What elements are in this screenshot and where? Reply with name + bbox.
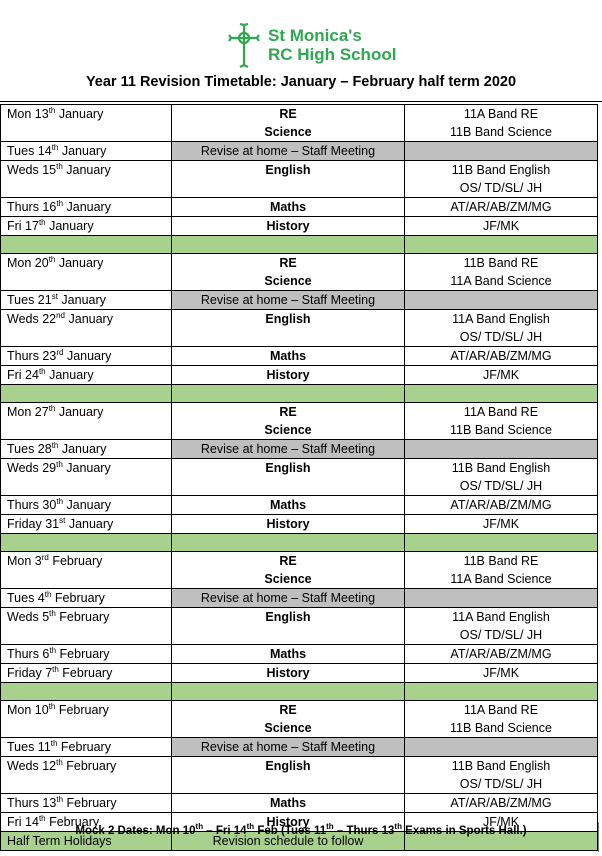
groups-cell xyxy=(405,757,598,794)
group-line: OS/ TD/SL/ JH xyxy=(459,777,543,791)
group-line: AT/AR/AB/ZM/MG xyxy=(450,349,552,363)
day-month: February xyxy=(55,610,110,624)
subject-line: Maths xyxy=(269,200,307,214)
group-line: 11A Band Science xyxy=(450,274,552,288)
day-text: Weds 29 xyxy=(7,461,57,475)
day-ordinal: th xyxy=(38,366,46,376)
separator-cell xyxy=(172,683,405,701)
day-text: Tues 14 xyxy=(7,144,52,158)
table-row xyxy=(1,198,598,217)
day-ordinal: rd xyxy=(56,347,64,357)
day-cell xyxy=(1,217,172,236)
day-text: Thurs 6 xyxy=(7,647,50,661)
subject-cell xyxy=(172,552,405,589)
day-ordinal: th xyxy=(44,589,52,599)
subject-line: RE xyxy=(279,405,297,419)
school-crest-cross-icon xyxy=(226,22,262,68)
subject-cell xyxy=(172,515,405,534)
subject-line: Science xyxy=(264,721,312,735)
day-text: Tues 4 xyxy=(7,591,45,605)
groups-cell xyxy=(405,366,598,385)
revise-at-home-cell: Revise at home – Staff Meeting xyxy=(172,142,405,161)
day-cell xyxy=(1,310,172,347)
groups-cell-empty xyxy=(405,291,598,310)
footnote-part: Mock 2 Dates: Mon 10 xyxy=(75,825,196,837)
groups-cell xyxy=(405,403,598,440)
group-line: AT/AR/AB/ZM/MG xyxy=(450,200,552,214)
day-cell xyxy=(1,589,172,608)
table-row xyxy=(1,310,598,347)
groups-cell xyxy=(405,217,598,236)
groups-cell-empty xyxy=(405,142,598,161)
group-line: 11B Band English xyxy=(451,163,551,177)
subject-line: History xyxy=(266,368,310,382)
day-cell xyxy=(1,403,172,440)
table-row xyxy=(1,161,598,198)
subject-cell xyxy=(172,310,405,347)
subject-line: English xyxy=(265,461,311,475)
day-ordinal: th xyxy=(38,813,46,823)
subject-cell xyxy=(172,105,405,142)
day-cell xyxy=(1,608,172,645)
day-text: Weds 22 xyxy=(7,312,57,326)
group-line: 11B Band Science xyxy=(450,721,552,735)
day-ordinal: th xyxy=(56,496,64,506)
day-cell xyxy=(1,738,172,757)
revise-at-home-cell: Revise at home – Staff Meeting xyxy=(172,291,405,310)
day-month: January xyxy=(45,368,94,382)
footnote-sup: th xyxy=(246,822,255,832)
day-cell xyxy=(1,794,172,813)
footnote-sup: th xyxy=(394,822,402,832)
group-line: 11A Band RE xyxy=(463,703,539,717)
separator-cell xyxy=(172,534,405,552)
day-month: January xyxy=(58,442,107,456)
group-line: OS/ TD/SL/ JH xyxy=(459,330,543,344)
day-month: January xyxy=(62,461,111,475)
day-month: February xyxy=(45,815,100,829)
school-name-line1: St Monica's xyxy=(268,26,362,45)
subject-cell xyxy=(172,645,405,664)
day-ordinal: th xyxy=(48,254,56,264)
groups-cell xyxy=(405,459,598,496)
subject-cell xyxy=(172,403,405,440)
subject-line: English xyxy=(265,312,311,326)
groups-cell xyxy=(405,608,598,645)
day-month: January xyxy=(65,312,113,326)
day-month: February xyxy=(58,666,113,680)
subject-cell xyxy=(172,459,405,496)
table-row xyxy=(1,701,598,738)
subject-line: RE xyxy=(279,256,297,270)
table-row xyxy=(1,496,598,515)
subject-line: History xyxy=(266,815,310,829)
table-row xyxy=(1,552,598,589)
day-ordinal: st xyxy=(59,515,66,525)
subject-cell xyxy=(172,496,405,515)
day-text: Tues 28 xyxy=(7,442,52,456)
subject-cell xyxy=(172,347,405,366)
groups-cell xyxy=(405,198,598,217)
day-month: January xyxy=(55,405,104,419)
subject-cell xyxy=(172,608,405,645)
day-cell xyxy=(1,291,172,310)
day-ordinal: nd xyxy=(56,310,66,320)
table-row xyxy=(1,440,598,459)
footnote-part: – Fri 14 xyxy=(203,825,247,837)
groups-cell xyxy=(405,254,598,291)
subject-line: Maths xyxy=(269,796,307,810)
groups-cell-empty xyxy=(405,589,598,608)
day-cell xyxy=(1,161,172,198)
subject-line: English xyxy=(265,163,311,177)
subject-line: History xyxy=(266,517,310,531)
footnote-part: Exams in Sports Hall.) xyxy=(401,825,527,837)
day-text: Weds 15 xyxy=(7,163,57,177)
day-text: Mon 3 xyxy=(7,554,42,568)
day-cell xyxy=(1,198,172,217)
separator-cell xyxy=(405,236,598,254)
day-cell xyxy=(1,515,172,534)
day-ordinal: th xyxy=(56,459,63,469)
table-row xyxy=(1,142,598,161)
subject-line: History xyxy=(266,219,310,233)
day-cell xyxy=(1,757,172,794)
table-row xyxy=(1,589,598,608)
day-cell xyxy=(1,496,172,515)
footnote-part: Feb (Tues 11 xyxy=(254,825,327,837)
header-rule xyxy=(0,101,602,102)
subject-cell xyxy=(172,198,405,217)
subject-line: Maths xyxy=(269,647,307,661)
day-month: February xyxy=(48,554,103,568)
day-ordinal: st xyxy=(51,291,58,301)
half-term-label: Half Term Holidays xyxy=(1,832,172,851)
group-line: AT/AR/AB/ZM/MG xyxy=(450,647,552,661)
day-month: January xyxy=(58,144,107,158)
group-line: JF/MK xyxy=(482,815,520,829)
day-text: Mon 10 xyxy=(7,703,49,717)
group-line: JF/MK xyxy=(482,666,520,680)
table-row xyxy=(1,366,598,385)
day-cell xyxy=(1,552,172,589)
group-line: 11B Band RE xyxy=(463,256,539,270)
group-line: 11B Band English xyxy=(451,759,551,773)
group-line: JF/MK xyxy=(482,368,520,382)
day-cell xyxy=(1,440,172,459)
day-text: Mon 13 xyxy=(7,107,49,121)
groups-cell xyxy=(405,515,598,534)
day-text: Fri 24 xyxy=(7,368,39,382)
separator-cell xyxy=(405,683,598,701)
day-cell xyxy=(1,459,172,496)
school-name-line2: RC High School xyxy=(268,45,397,64)
subject-line: RE xyxy=(279,554,297,568)
table-row xyxy=(1,254,598,291)
group-line: 11A Band RE xyxy=(463,107,539,121)
group-line: 11B Band Science xyxy=(450,423,552,437)
day-ordinal: th xyxy=(38,217,46,227)
day-ordinal: th xyxy=(49,608,56,618)
footnote-sup: th xyxy=(195,822,204,832)
separator-cell xyxy=(1,236,172,254)
subject-line: History xyxy=(266,666,310,680)
day-text: Mon 20 xyxy=(7,256,49,270)
day-cell xyxy=(1,645,172,664)
separator-cell xyxy=(1,683,172,701)
subject-cell xyxy=(172,701,405,738)
day-ordinal: th xyxy=(50,738,58,748)
subject-line: English xyxy=(265,610,311,624)
groups-cell-empty xyxy=(405,738,598,757)
separator-cell xyxy=(172,236,405,254)
day-ordinal: rd xyxy=(41,552,49,562)
revision-timetable xyxy=(0,104,598,851)
groups-cell xyxy=(405,645,598,664)
day-month: January xyxy=(65,517,114,531)
subject-cell xyxy=(172,161,405,198)
school-name xyxy=(268,26,396,64)
group-line: JF/MK xyxy=(482,219,520,233)
groups-cell-empty xyxy=(405,440,598,459)
table-row xyxy=(1,217,598,236)
group-line: 11B Band Science xyxy=(450,125,552,139)
group-line: OS/ TD/SL/ JH xyxy=(459,181,543,195)
day-ordinal: th xyxy=(51,440,59,450)
half-term-note: Revision schedule to follow xyxy=(172,832,405,851)
day-text: Fri 17 xyxy=(7,219,39,233)
day-ordinal: th xyxy=(48,403,56,413)
day-ordinal: th xyxy=(49,645,57,655)
subject-line: Maths xyxy=(269,349,307,363)
subject-cell xyxy=(172,254,405,291)
group-line: OS/ TD/SL/ JH xyxy=(459,628,543,642)
day-cell xyxy=(1,366,172,385)
revise-at-home-cell: Revise at home – Staff Meeting xyxy=(172,440,405,459)
day-month: February xyxy=(55,703,109,717)
separator-cell xyxy=(405,534,598,552)
day-month: February xyxy=(56,647,110,661)
separator-cell xyxy=(1,385,172,403)
groups-cell xyxy=(405,105,598,142)
table-row xyxy=(1,403,598,440)
subject-line: Science xyxy=(264,274,312,288)
table-row xyxy=(1,291,598,310)
group-line: 11A Band English xyxy=(452,312,550,326)
revise-at-home-cell: Revise at home – Staff Meeting xyxy=(172,589,405,608)
subject-line: Science xyxy=(264,572,312,586)
day-text: Thurs 23 xyxy=(7,349,57,363)
week-separator-row xyxy=(1,683,598,701)
day-month: February xyxy=(63,796,117,810)
day-month: January xyxy=(55,107,104,121)
table-row xyxy=(1,645,598,664)
footnote-sup: th xyxy=(326,822,334,832)
subject-cell xyxy=(172,757,405,794)
group-line: 11A Band English xyxy=(452,610,550,624)
groups-cell xyxy=(405,701,598,738)
day-text: Friday 31 xyxy=(7,517,60,531)
groups-cell xyxy=(405,794,598,813)
day-cell xyxy=(1,347,172,366)
day-text: Tues 21 xyxy=(7,293,52,307)
subject-cell xyxy=(172,217,405,236)
page-edge-marker xyxy=(598,822,602,852)
day-month: January xyxy=(63,200,111,214)
day-text: Friday 7 xyxy=(7,666,53,680)
week-separator-row xyxy=(1,385,598,403)
week-separator-row xyxy=(1,236,598,254)
table-row xyxy=(1,347,598,366)
table-row xyxy=(1,757,598,794)
day-month: January xyxy=(63,498,111,512)
day-text: Thurs 16 xyxy=(7,200,57,214)
day-ordinal: th xyxy=(51,142,59,152)
day-text: Weds 12 xyxy=(7,759,57,773)
day-cell xyxy=(1,105,172,142)
subject-cell xyxy=(172,366,405,385)
day-ordinal: th xyxy=(56,757,63,767)
groups-cell xyxy=(405,310,598,347)
day-month: January xyxy=(55,256,104,270)
subject-line: Science xyxy=(264,423,312,437)
page-title: Year 11 Revision Timetable: January – February half term 2020 xyxy=(85,74,517,90)
table-row xyxy=(1,608,598,645)
group-line: OS/ TD/SL/ JH xyxy=(459,479,543,493)
group-line: 11B Band English xyxy=(451,461,551,475)
table-row xyxy=(1,738,598,757)
group-line: 11A Band RE xyxy=(463,405,539,419)
day-cell xyxy=(1,254,172,291)
school-logo xyxy=(226,22,396,68)
week-separator-row xyxy=(1,534,598,552)
day-cell xyxy=(1,701,172,738)
groups-cell xyxy=(405,496,598,515)
groups-cell xyxy=(405,664,598,683)
table-row xyxy=(1,105,598,142)
groups-cell xyxy=(405,161,598,198)
group-line: JF/MK xyxy=(482,517,520,531)
day-ordinal: th xyxy=(48,105,56,115)
day-month: January xyxy=(63,349,112,363)
day-cell xyxy=(1,664,172,683)
subject-cell xyxy=(172,664,405,683)
group-line: AT/AR/AB/ZM/MG xyxy=(450,796,552,810)
subject-line: RE xyxy=(279,107,297,121)
day-text: Tues 11 xyxy=(7,740,51,754)
day-month: January xyxy=(57,293,106,307)
subject-line: English xyxy=(265,759,311,773)
revise-at-home-cell: Revise at home – Staff Meeting xyxy=(172,738,405,757)
document-header xyxy=(0,0,602,100)
separator-cell xyxy=(405,385,598,403)
table-row xyxy=(1,515,598,534)
group-line: 11A Band Science xyxy=(450,572,552,586)
day-ordinal: th xyxy=(56,161,63,171)
table-row xyxy=(1,664,598,683)
day-month: January xyxy=(62,163,111,177)
subject-line: RE xyxy=(279,703,297,717)
day-ordinal: th xyxy=(56,794,64,804)
day-month: February xyxy=(51,591,105,605)
table-row xyxy=(1,459,598,496)
group-line: 11B Band RE xyxy=(463,554,539,568)
footnote-part: – Thurs 13 xyxy=(333,825,395,837)
day-month: February xyxy=(62,759,117,773)
day-text: Mon 27 xyxy=(7,405,49,419)
day-ordinal: th xyxy=(56,198,64,208)
groups-cell xyxy=(405,347,598,366)
day-text: Thurs 30 xyxy=(7,498,57,512)
day-ordinal: th xyxy=(52,664,59,674)
separator-cell xyxy=(172,385,405,403)
subject-cell xyxy=(172,794,405,813)
day-text: Thurs 13 xyxy=(7,796,57,810)
day-ordinal: th xyxy=(48,701,56,711)
separator-cell xyxy=(1,534,172,552)
group-line: AT/AR/AB/ZM/MG xyxy=(450,498,552,512)
day-cell xyxy=(1,142,172,161)
day-month: January xyxy=(45,219,94,233)
subject-line: Maths xyxy=(269,498,307,512)
day-month: February xyxy=(57,740,111,754)
table-row xyxy=(1,794,598,813)
groups-cell xyxy=(405,552,598,589)
day-text: Weds 5 xyxy=(7,610,50,624)
day-text: Fri 14 xyxy=(7,815,39,829)
subject-line: Science xyxy=(264,125,312,139)
